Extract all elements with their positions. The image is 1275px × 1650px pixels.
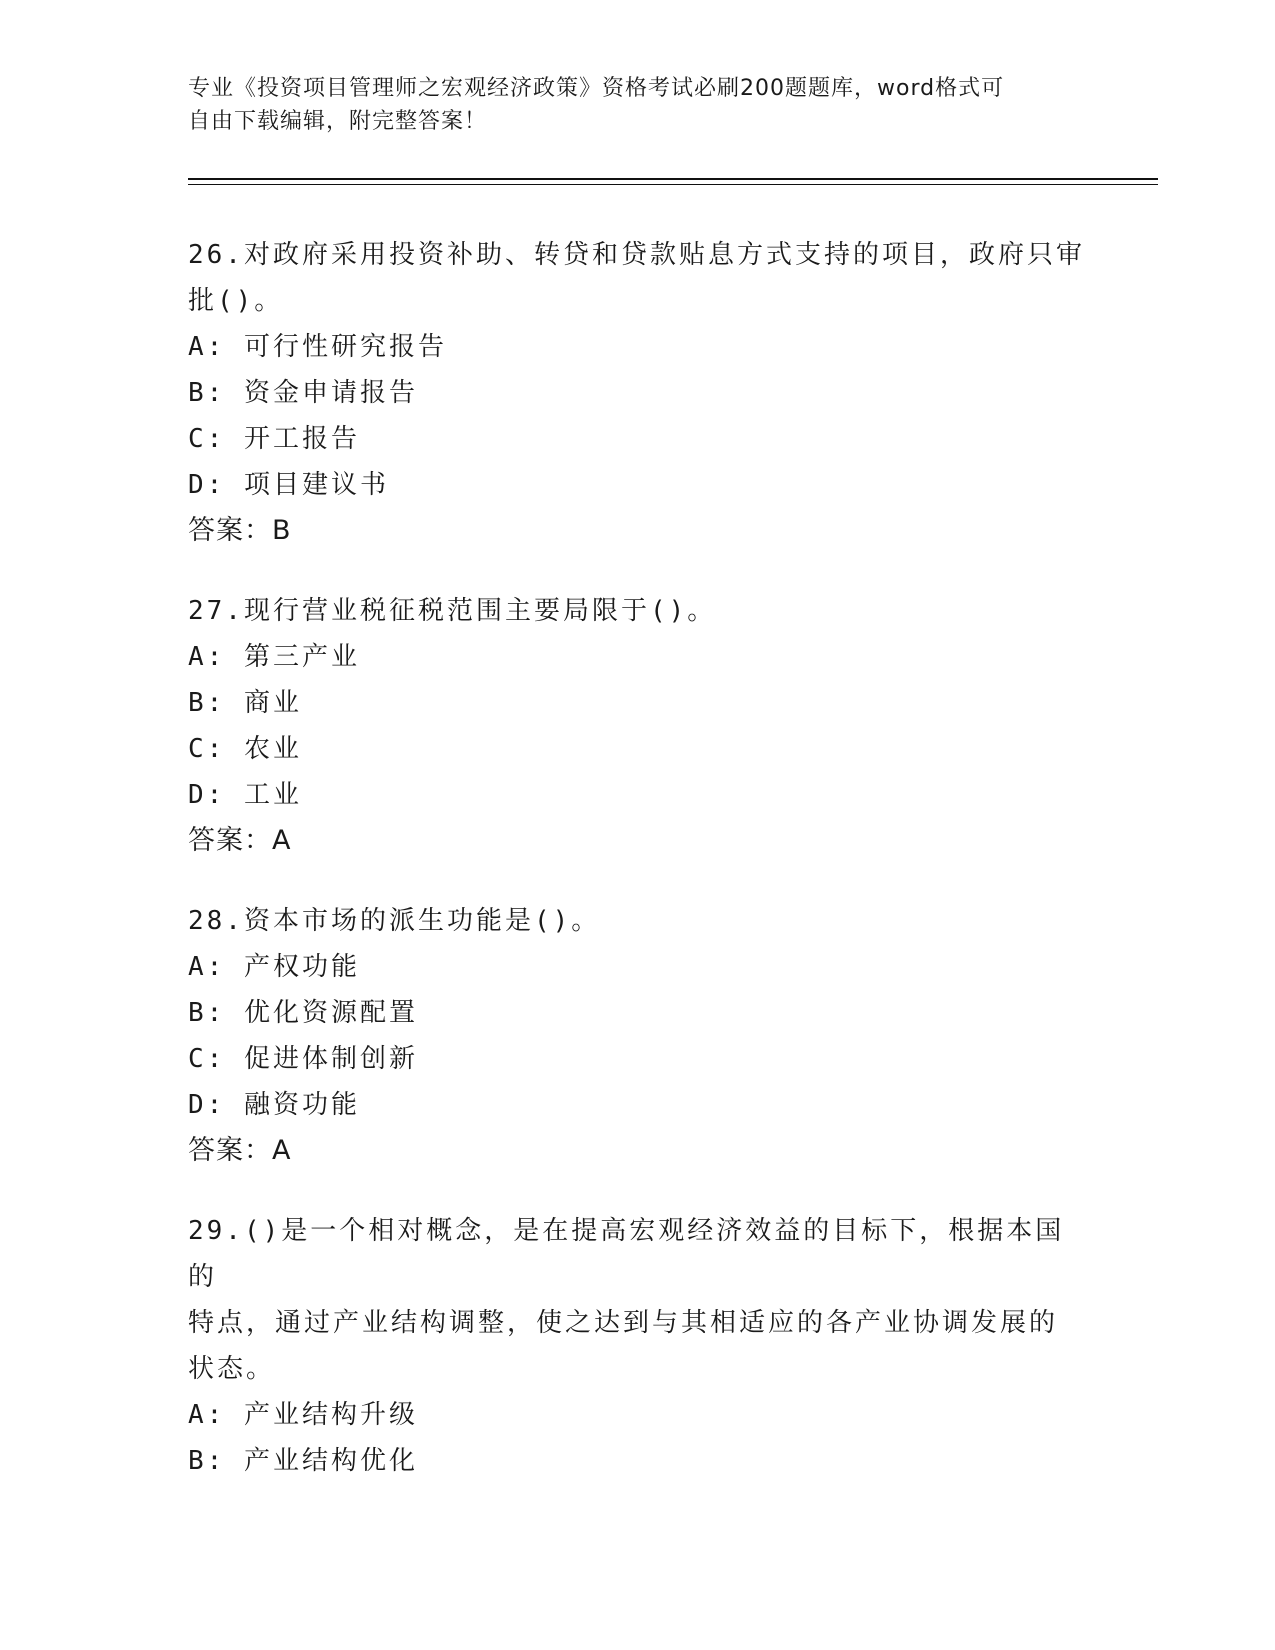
question-stem-line: 26.对政府采用投资补助、转贷和贷款贴息方式支持的项目，政府只审: [188, 240, 1085, 270]
option-a: A: 产业结构升级: [188, 1400, 418, 1430]
answer-label: 答案：A: [188, 1135, 292, 1166]
answer-label: 答案：B: [188, 515, 292, 546]
question-stem-line: 状态。: [188, 1354, 276, 1384]
header-line-1: 专业《投资项目管理师之宏观经济政策》资格考试必刷200题题库，word格式可: [188, 76, 1005, 101]
option-d: D: 工业: [188, 780, 302, 810]
header-line-2: 自由下载编辑，附完整答案！: [188, 109, 488, 134]
option-c: C: 开工报告: [188, 424, 360, 454]
question-28: [188, 898, 1088, 1174]
question-stem-line: 28.资本市场的派生功能是()。: [188, 906, 601, 936]
document-header: [188, 72, 1088, 138]
option-d: D: 融资功能: [188, 1090, 360, 1120]
option-d: D: 项目建议书: [188, 470, 389, 500]
question-stem-line: 特点，通过产业结构调整，使之达到与其相适应的各产业协调发展的: [188, 1308, 1059, 1338]
option-a: A: 第三产业: [188, 642, 360, 672]
option-c: C: 促进体制创新: [188, 1044, 418, 1074]
question-stem-line: 批()。: [188, 286, 284, 316]
header-rule-thin: [188, 184, 1158, 185]
option-c: C: 农业: [188, 734, 302, 764]
option-b: B: 资金申请报告: [188, 378, 418, 408]
question-list: [188, 232, 1088, 1518]
option-b: B: 商业: [188, 688, 302, 718]
question-stem-line: 27.现行营业税征税范围主要局限于()。: [188, 596, 717, 626]
option-b: B: 优化资源配置: [188, 998, 418, 1028]
question-27: [188, 588, 1088, 864]
option-b: B: 产业结构优化: [188, 1446, 418, 1476]
question-stem-line: 29.()是一个相对概念，是在提高宏观经济效益的目标下，根据本国的: [188, 1216, 1065, 1292]
question-29: [188, 1208, 1088, 1484]
header-rule-thick: [188, 178, 1158, 180]
question-26: [188, 232, 1088, 554]
answer-label: 答案：A: [188, 825, 292, 856]
option-a: A: 产权功能: [188, 952, 360, 982]
option-a: A: 可行性研究报告: [188, 332, 447, 362]
